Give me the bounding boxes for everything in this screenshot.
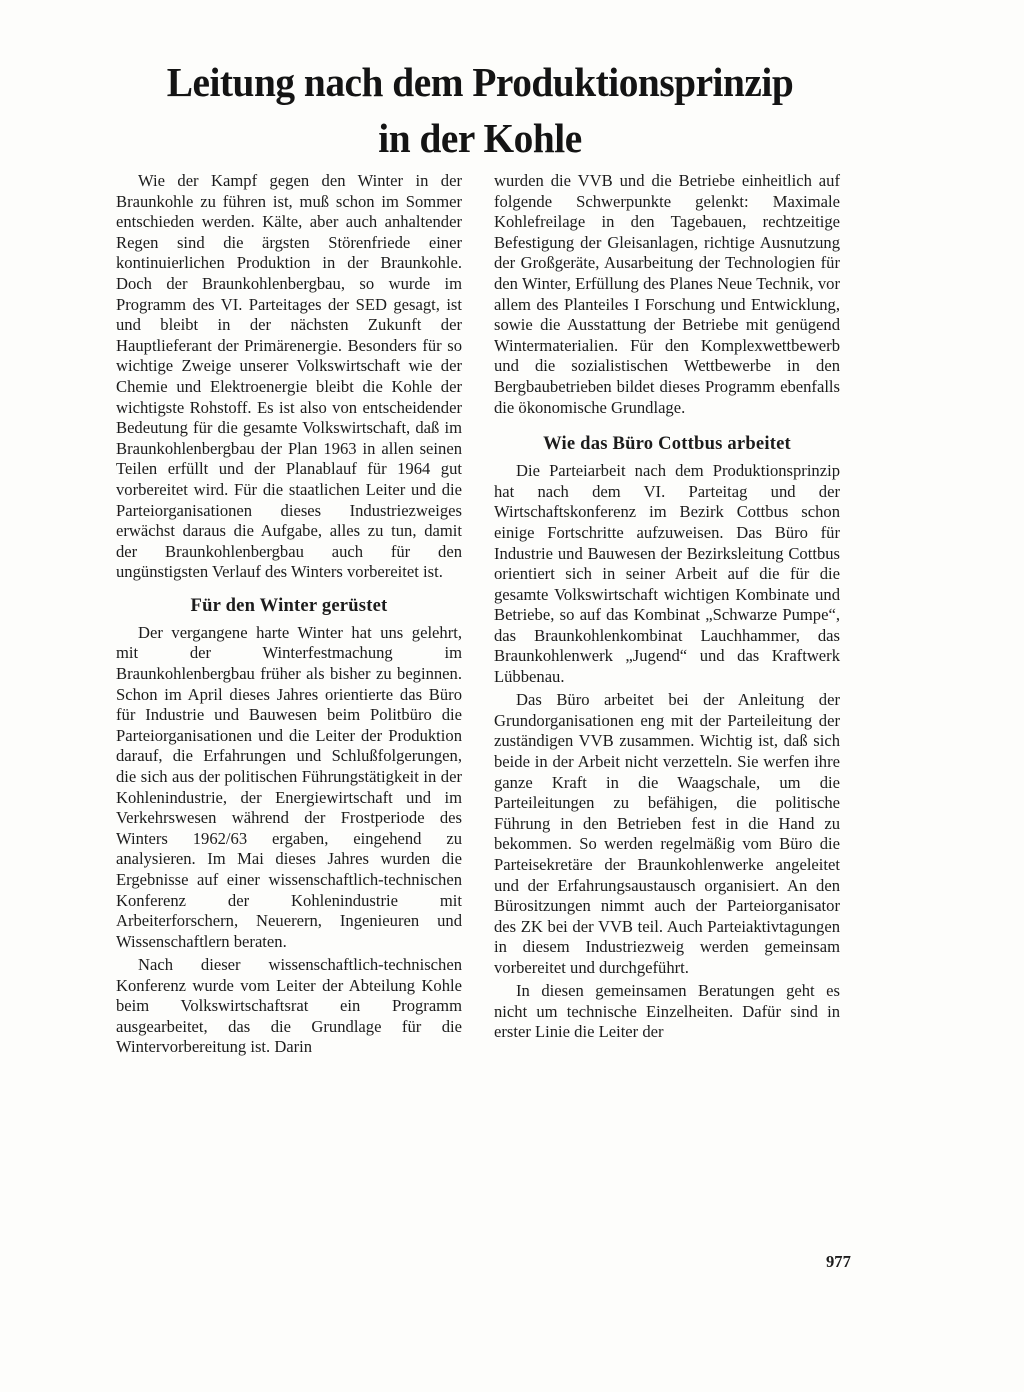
winter-paragraph-1: Der vergangene harte Winter hat uns gelehrt, mit der Winterfestmachung im Braunkohlenbergbau früher als bisher zu beginnen. Schon im April dieses Jahres orientierte das Büro für Industrie und Bauwesen beim Politbüro die Parteiorganisationen und die Leiter der Produktion darauf, die Erfahrungen und Schlußfolgerungen, die sich aus der politischen Führungstätigkeit in der Kohlenindustrie, der Energiewirtschaft und im Verkehrswesen während der Frostperiode des Winters 1962/63 ergaben, eingehend zu analysieren. Im Mai dieses Jahres wurden die Ergebnisse auf einer wissenschaftlich-technischen Konferenz der Kohlenindustrie mit Arbeiterforschern, Neuerern, Ingenieuren und Wissenschaftlern beraten. <box>116 622 462 951</box>
cottbus-paragraph-3: In diesen gemeinsamen Beratungen geht es nicht um technische Einzelheiten. Dafür sind in erster Linie die Leiter der <box>494 981 840 1042</box>
article-title-line-2: in der Kohle <box>378 115 582 161</box>
article-title <box>96 54 864 166</box>
page-number: 977 <box>826 1252 851 1271</box>
section-heading-cottbus: Wie das Büro Cottbus arbeitet <box>543 433 791 455</box>
intro-paragraph: Wie der Kampf gegen den Winter in der Braunkohle zu führen ist, muß schon im Sommer entschieden werden. Kälte, aber auch anhaltender Regen sind die ärgsten Störenfriede einer kontinuierlichen Produktion in der Braunkohle. Doch der Braunkohlenbergbau, so wurde im Programm des VI. Parteitages der SED gesagt, ist und bleibt in der nächsten Zukunft der Hauptlieferant der Primärenergie. Besonders für so wichtige Zweige unserer Volkswirtschaft wie der Chemie und Elektroenergie bleibt die Kohle der wichtigste Rohstoff. Es ist also von entscheidender Bedeutung für die gesamte Volkswirtschaft, daß im Braunkohlenbergbau der Plan 1963 in allen seinen Teilen erfüllt und der Planablauf für 1964 gut vorbereitet wird. Für die staatlichen Leiter und die Parteiorganisationen dieses Industriezweiges erwächst daraus die Aufgabe, alles zu tun, damit der Braunkohlenbergbau auch für den ungünstigsten Verlauf des Winters vorbereitet ist. <box>116 171 462 582</box>
cottbus-paragraph-2: Das Büro arbeitet bei der Anleitung der Grundorganisationen eng mit der Parteileitung der zuständigen VVB zusammen. Wichtig ist, daß sich beide in der Arbeit nicht verzetteln. Sie werfen ihre ganze Kraft in die Waagschale, um die Parteileitungen zu befähigen, die politische Führung in den Betrieben fest in die Hand zu bekommen. So werden regelmäßig vom Büro die Parteisekretäre der Braunkohlenwerke angeleitet und der Erfahrungsaustausch organisiert. An den Bürositzungen nimmt auch der Parteiorganisator des ZK bei der VVB teil. Auch Parteiaktivtagungen in diesem Industriezweig werden gemeinsam vorbereitet und durchgeführt. <box>494 690 840 977</box>
text-column-left <box>116 171 462 1061</box>
winter-paragraph-2: Nach dieser wissenschaftlich-technischen Konferenz wurde vom Leiter der Abteilung Kohle beim Volkswirtschaftsrat ein Programm ausgearbeitet, das die Grundlage für die Wintervorbereitung ist. Darin <box>116 954 462 1057</box>
winter-paragraph-2-continued: wurden die VVB und die Betriebe einheitlich auf folgende Schwerpunkte gelenkt: Maximale Kohlefreilage in den Tagebauen, rechtzeitige Befestigung der Gleisanlagen, richtige Ausnutzung der Großgeräte, Ausarbeitung der Technologien für den Winter, Erfüllung des Planes Neue Technik, vor allem des Planteiles I Forschung und Entwicklung, sowie die Ausstattung der Betriebe mit genügend Wintermaterialien. Für den Komplexwettbewerb und die sozialistischen Wettbewerbe in den Bergbaubetrieben bildet dieses Programm ebenfalls die ökonomische Grundlage. <box>494 171 840 417</box>
article-title-line-1: Leitung nach dem Produktionsprinzip <box>166 59 794 105</box>
text-column-right <box>494 171 840 1046</box>
cottbus-paragraph-1: Die Parteiarbeit nach dem Produktionsprinzip hat nach dem VI. Parteitag und der Wirtschaftskonferenz im Bezirk Cottbus schon einige Fortschritte aufzuweisen. Das Büro für Industrie und Bauwesen der Bezirksleitung Cottbus orientiert sich in seiner Arbeit auf die für die gesamte Volkswirtschaft wichtigen Kombinate und Betriebe, so auf das Kombinat „Schwarze Pumpe“, das Braunkohlenkombinat Lauchhammer, das Braunkohlenwerk „Jugend“ und das Kraftwerk Lübbenau. <box>494 461 840 687</box>
section-heading-winter: Für den Winter gerüstet <box>190 594 388 616</box>
